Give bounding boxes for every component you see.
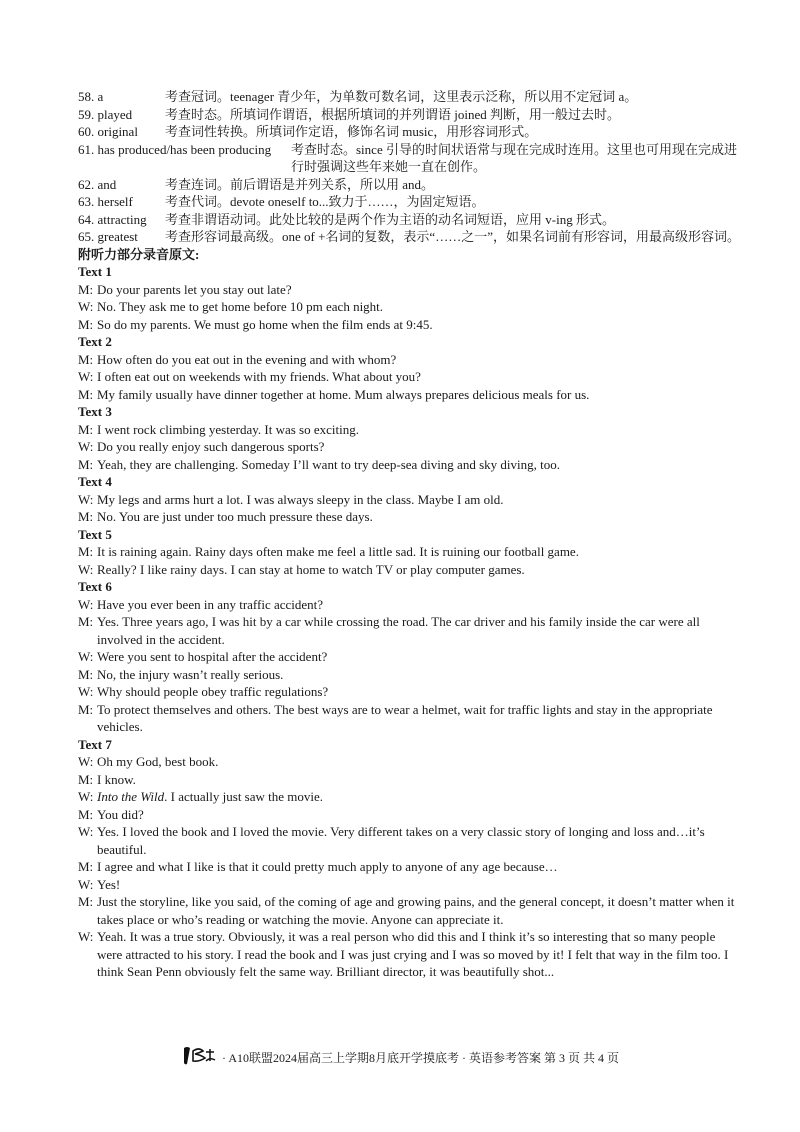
answer-key: 64. attracting bbox=[78, 211, 147, 227]
answer-explanation: 考查连词。前后谓语是并列关系，所以用 and。 bbox=[165, 176, 435, 192]
utterance: No. You are just under too much pressure these days. bbox=[97, 509, 373, 524]
dialogue-line bbox=[78, 806, 742, 824]
dialogue-line bbox=[78, 893, 742, 928]
utterance: It is raining again. Rainy days often make me feel a little sad. It is ruining our football game. bbox=[97, 544, 579, 559]
answer-explanation: 考查形容词最高级。one of +名词的复数，表示“……之一”，如果名词前有形容词，用最高级形容词。 bbox=[165, 229, 740, 244]
utterance: Yeah, they are challenging. Someday I’ll want to try deep-sea diving and sky diving, too. bbox=[97, 456, 560, 472]
utterance bbox=[97, 788, 742, 806]
transcript-title: Text 2 bbox=[78, 334, 112, 349]
dialogue-line bbox=[78, 613, 742, 648]
utterance: I often eat out on weekends with my friends. What about you? bbox=[97, 369, 421, 384]
answer-explanation: 考查非谓语动词。此处比较的是两个作为主语的动名词短语，应用 v-ing 形式。 bbox=[165, 211, 615, 227]
speaker-label: W: bbox=[78, 439, 94, 454]
utterance: You did? bbox=[97, 806, 144, 822]
transcript-title: Text 7 bbox=[78, 736, 112, 752]
dialogue-line bbox=[78, 596, 742, 614]
utterance: I know. bbox=[97, 771, 136, 787]
dialogue-line bbox=[78, 316, 742, 334]
speaker-label: M: bbox=[78, 666, 94, 682]
speaker-label: W: bbox=[78, 929, 94, 944]
answer-key: 58. a bbox=[78, 89, 104, 104]
dialogue-line bbox=[78, 368, 742, 386]
speaker-label: M: bbox=[78, 701, 94, 717]
utterance: Do your parents let you stay out late? bbox=[97, 281, 292, 297]
speaker-label: M: bbox=[78, 509, 94, 524]
speaker-label: W: bbox=[78, 876, 94, 892]
speaker-label: M: bbox=[78, 614, 94, 629]
answer-explanation: 考查时态。since 引导的时间状语常与现在完成时连用。这里也可用现在完成进行时强调这些年来她一直在创作。 bbox=[291, 141, 737, 174]
dialogue-line bbox=[78, 648, 742, 666]
speaker-label: W: bbox=[78, 754, 94, 769]
publisher-logo bbox=[181, 1045, 219, 1073]
dialogue-line bbox=[78, 771, 742, 789]
utterance: Why should people obey traffic regulations? bbox=[97, 684, 329, 699]
answer-item bbox=[78, 211, 742, 229]
speaker-label: M: bbox=[78, 806, 94, 822]
utterance: I agree and what I like is that it could pretty much apply to anyone of any age because… bbox=[97, 859, 558, 874]
page-footer bbox=[0, 1045, 800, 1073]
utterance: Yes! bbox=[97, 876, 121, 892]
dialogue-line bbox=[78, 858, 742, 876]
answer-explanation: 考查冠词。teenager 青少年，为单数可数名词，这里表示泛称，所以用不定冠词 a。 bbox=[165, 89, 638, 104]
speaker-label: M: bbox=[78, 421, 94, 437]
utterance: Do you really enjoy such dangerous sports? bbox=[97, 439, 325, 454]
answer-item bbox=[78, 228, 742, 246]
dialogue-line bbox=[78, 701, 742, 736]
speaker-label: W: bbox=[78, 649, 94, 664]
answer-explanation: 考查时态。所填词作谓语，根据所填词的并列谓语 joined 判断，用一般过去时。 bbox=[165, 106, 620, 122]
listening-transcripts bbox=[78, 263, 742, 981]
listening-transcript-heading: 附听力部分录音原文: bbox=[78, 246, 200, 262]
dialogue-line bbox=[78, 543, 742, 561]
speaker-label: W: bbox=[78, 299, 94, 314]
speaker-label: M: bbox=[78, 859, 94, 874]
utterance: So do my parents. We must go home when the film ends at 9:45. bbox=[97, 316, 433, 332]
answer-item bbox=[78, 123, 742, 141]
speaker-label: W: bbox=[78, 596, 94, 612]
answer-key: 62. and bbox=[78, 176, 117, 192]
answer-item bbox=[78, 176, 742, 194]
utterance: Oh my God, best book. bbox=[97, 754, 219, 769]
speaker-label: M: bbox=[78, 386, 94, 402]
answer-item bbox=[78, 106, 742, 124]
speaker-label: W: bbox=[78, 369, 94, 384]
speaker-label: W: bbox=[78, 684, 94, 699]
dialogue-line bbox=[78, 508, 742, 526]
transcript-title: Text 3 bbox=[78, 404, 112, 419]
dialogue-line bbox=[78, 456, 742, 474]
dialogue-line bbox=[78, 928, 742, 981]
answer-list bbox=[78, 88, 742, 246]
utterance-rest: . I actually just saw the movie. bbox=[164, 789, 324, 804]
dialogue-line bbox=[78, 438, 742, 456]
speaker-label: M: bbox=[78, 316, 94, 332]
speaker-label: M: bbox=[78, 544, 94, 559]
utterance: I went rock climbing yesterday. It was so exciting. bbox=[97, 421, 359, 437]
speaker-label: M: bbox=[78, 456, 94, 472]
speaker-label: M: bbox=[78, 771, 94, 787]
speaker-label: M: bbox=[78, 894, 94, 909]
answer-key: 65. greatest bbox=[78, 229, 138, 244]
speaker-label: M: bbox=[78, 351, 94, 367]
utterance: My legs and arms hurt a lot. I was always sleepy in the class. Maybe I am old. bbox=[97, 491, 504, 507]
utterance: How often do you eat out in the evening and with whom? bbox=[97, 351, 397, 367]
transcript-title: Text 4 bbox=[78, 474, 112, 489]
utterance: Yeah. It was a true story. Obviously, it was a real person who did this and I think it’s so interesting that so many people were attracted to his story. I read the book and I was just crying and I was so moved by it! I felt that way in the film too. I think Sean Penn obviously felt the same way. Brilliant director, it was beautifully shot... bbox=[97, 929, 729, 979]
transcript-title: Text 5 bbox=[78, 526, 112, 542]
dialogue-line bbox=[78, 788, 742, 806]
utterance: Yes. Three years ago, I was hit by a car while crossing the road. The car driver and his family inside the car were all involved in the accident. bbox=[97, 614, 700, 647]
utterance: Really? I like rainy days. I can stay at home to watch TV or play computer games. bbox=[97, 561, 525, 577]
utterance: No. They ask me to get home before 10 pm each night. bbox=[97, 299, 384, 314]
footer-text: · A10联盟2024届高三上学期8月底开学摸底考 · 英语参考答案 第 3 页 共 4 页 bbox=[222, 1051, 619, 1065]
answer-key: 61. has produced/has been producing bbox=[78, 141, 272, 157]
dialogue-line bbox=[78, 823, 742, 858]
utterance: Yes. I loved the book and I loved the movie. Very different takes on a very classic story of longing and loss and…it’s beautiful. bbox=[97, 824, 705, 857]
speaker-label: W: bbox=[78, 824, 94, 839]
dialogue-line bbox=[78, 298, 742, 316]
speaker-label: W: bbox=[78, 789, 94, 804]
utterance: My family usually have dinner together at home. Mum always prepares delicious meals for us. bbox=[97, 386, 590, 402]
dialogue-line bbox=[78, 876, 742, 894]
answer-explanation: 考查词性转换。所填词作定语，修饰名词 music，用形容词形式。 bbox=[165, 124, 538, 139]
answer-explanation: 考查代词。devote oneself to...致力于……，为固定短语。 bbox=[165, 194, 485, 209]
answer-key: 60. original bbox=[78, 124, 138, 139]
dialogue-line bbox=[78, 421, 742, 439]
answer-item bbox=[78, 193, 742, 211]
transcript-title: Text 1 bbox=[78, 264, 112, 279]
dialogue-line bbox=[78, 683, 742, 701]
speaker-label: W: bbox=[78, 491, 94, 507]
dialogue-line bbox=[78, 281, 742, 299]
answer-key: 63. herself bbox=[78, 194, 133, 209]
transcript-title: Text 6 bbox=[78, 579, 112, 594]
dialogue-line bbox=[78, 491, 742, 509]
utterance: Just the storyline, like you said, of the coming of age and growing pains, and the general concept, it doesn’t matter when it takes place or who’s reading or watching the movie. Anyone can appreciate it. bbox=[97, 894, 735, 927]
utterance: Have you ever been in any traffic accident? bbox=[97, 596, 324, 612]
dialogue-line bbox=[78, 666, 742, 684]
answer-sheet-page bbox=[78, 88, 742, 981]
answer-item bbox=[78, 88, 742, 106]
dialogue-line bbox=[78, 351, 742, 369]
answer-item bbox=[78, 141, 742, 176]
dialogue-line bbox=[78, 753, 742, 771]
answer-key: 59. played bbox=[78, 106, 133, 122]
publisher-logo-mark bbox=[181, 1045, 219, 1067]
utterance: Were you sent to hospital after the accident? bbox=[97, 649, 328, 664]
dialogue-line bbox=[78, 386, 742, 404]
utterance: No, the injury wasn’t really serious. bbox=[97, 666, 284, 682]
dialogue-line bbox=[78, 561, 742, 579]
speaker-label: M: bbox=[78, 281, 94, 297]
utterance: To protect themselves and others. The best ways are to wear a helmet, wait for traffic lights and stay in the appropriate vehicles. bbox=[97, 701, 713, 734]
speaker-label: W: bbox=[78, 561, 94, 577]
book-title: Into the Wild bbox=[97, 789, 165, 804]
